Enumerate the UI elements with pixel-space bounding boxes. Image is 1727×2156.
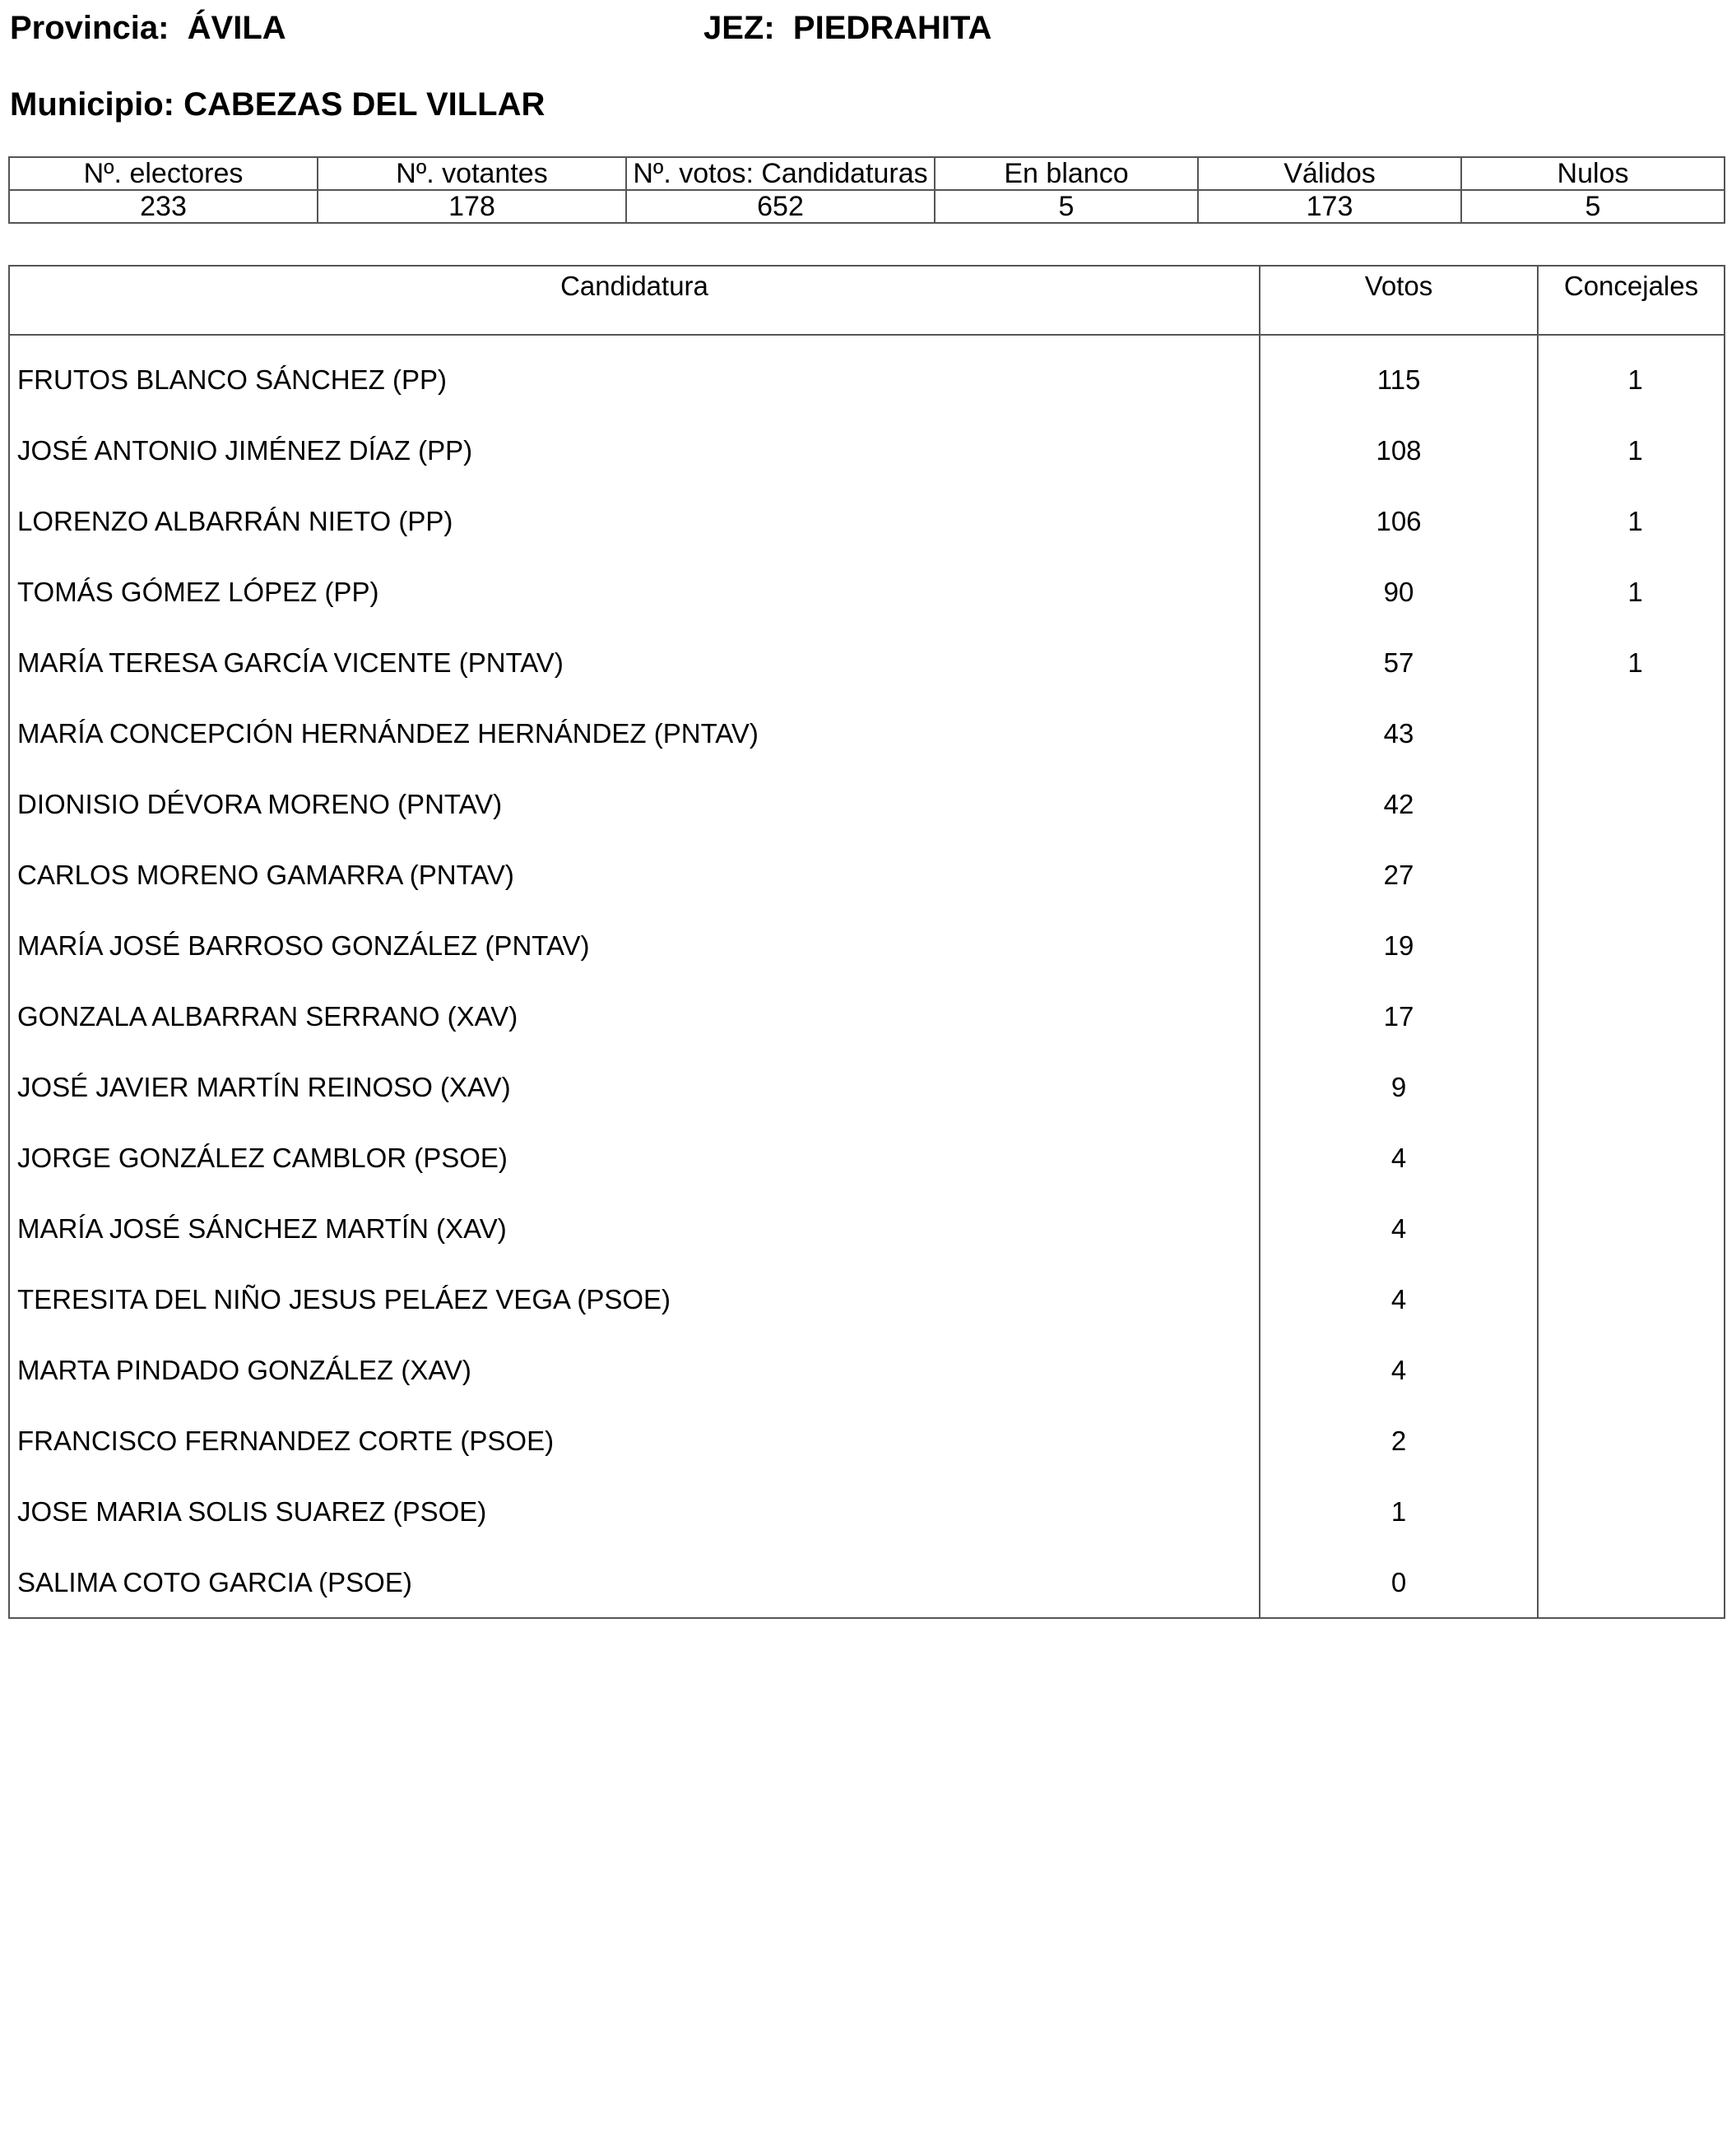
candidate-row [9, 1051, 1725, 1122]
jez-label: JEZ: [703, 10, 775, 46]
municipio-heading [10, 88, 545, 121]
summary-header-nulos: Nulos [1461, 157, 1725, 190]
candidate-votes: 17 [1260, 981, 1538, 1051]
summary-header-en-blanco: En blanco [935, 157, 1198, 190]
results-header-row [9, 266, 1725, 335]
summary-value-row [9, 190, 1725, 223]
candidate-concejales: 1 [1538, 556, 1725, 627]
candidate-concejales: 1 [1538, 627, 1725, 698]
candidate-row [9, 1263, 1725, 1334]
candidate-votes: 9 [1260, 1051, 1538, 1122]
summary-header-votantes: Nº. votantes [318, 157, 626, 190]
candidate-row [9, 910, 1725, 981]
candidate-name: MARÍA JOSÉ SÁNCHEZ MARTÍN (XAV) [9, 1193, 1260, 1263]
candidate-votes: 2 [1260, 1405, 1538, 1476]
candidate-name: SALIMA COTO GARCIA (PSOE) [9, 1546, 1260, 1618]
candidate-row [9, 839, 1725, 910]
candidate-row [9, 335, 1725, 415]
summary-table [8, 156, 1725, 224]
provincia-label: Provincia: [10, 10, 169, 46]
candidate-votes: 90 [1260, 556, 1538, 627]
candidate-votes: 43 [1260, 698, 1538, 768]
municipio-label: Municipio: [10, 86, 174, 123]
summary-value-en-blanco: 5 [935, 190, 1198, 223]
candidate-votes: 4 [1260, 1334, 1538, 1405]
candidate-concejales [1538, 910, 1725, 981]
summary-header-votos-candidaturas: Nº. votos: Candidaturas [626, 157, 935, 190]
candidate-concejales [1538, 1193, 1725, 1263]
candidate-votes: 108 [1260, 415, 1538, 485]
candidate-name: JOSÉ JAVIER MARTÍN REINOSO (XAV) [9, 1051, 1260, 1122]
candidate-name: FRUTOS BLANCO SÁNCHEZ (PP) [9, 335, 1260, 415]
candidate-concejales [1538, 1405, 1725, 1476]
candidate-name: GONZALA ALBARRAN SERRANO (XAV) [9, 981, 1260, 1051]
candidate-row [9, 556, 1725, 627]
candidate-row [9, 415, 1725, 485]
candidate-concejales [1538, 1476, 1725, 1546]
candidate-row [9, 1193, 1725, 1263]
jez-heading [703, 12, 991, 44]
candidate-votes: 115 [1260, 335, 1538, 415]
candidate-name: MARÍA TERESA GARCÍA VICENTE (PNTAV) [9, 627, 1260, 698]
summary-value-nulos: 5 [1461, 190, 1725, 223]
candidate-concejales [1538, 698, 1725, 768]
candidate-concejales [1538, 981, 1725, 1051]
provincia-heading [10, 12, 286, 44]
candidate-name: TERESITA DEL NIÑO JESUS PELÁEZ VEGA (PSOE) [9, 1263, 1260, 1334]
candidate-row [9, 1476, 1725, 1546]
candidate-votes: 4 [1260, 1263, 1538, 1334]
candidate-name: JORGE GONZÁLEZ CAMBLOR (PSOE) [9, 1122, 1260, 1193]
candidate-name: MARTA PINDADO GONZÁLEZ (XAV) [9, 1334, 1260, 1405]
summary-value-electores: 233 [9, 190, 318, 223]
candidate-name: FRANCISCO FERNANDEZ CORTE (PSOE) [9, 1405, 1260, 1476]
candidate-votes: 1 [1260, 1476, 1538, 1546]
results-body [9, 335, 1725, 1618]
candidate-votes: 4 [1260, 1193, 1538, 1263]
candidate-votes: 42 [1260, 768, 1538, 839]
votos-header: Votos [1260, 266, 1538, 335]
candidate-concejales [1538, 1122, 1725, 1193]
candidate-votes: 57 [1260, 627, 1538, 698]
candidate-name: JOSÉ ANTONIO JIMÉNEZ DÍAZ (PP) [9, 415, 1260, 485]
candidate-row [9, 768, 1725, 839]
candidate-name: TOMÁS GÓMEZ LÓPEZ (PP) [9, 556, 1260, 627]
candidate-row [9, 1334, 1725, 1405]
candidate-votes: 27 [1260, 839, 1538, 910]
provincia-value: ÁVILA [187, 10, 286, 46]
candidate-row [9, 1405, 1725, 1476]
candidate-concejales [1538, 1051, 1725, 1122]
candidate-name: LORENZO ALBARRÁN NIETO (PP) [9, 485, 1260, 556]
candidate-row [9, 627, 1725, 698]
candidate-name: MARÍA JOSÉ BARROSO GONZÁLEZ (PNTAV) [9, 910, 1260, 981]
candidate-name: DIONISIO DÉVORA MORENO (PNTAV) [9, 768, 1260, 839]
municipio-value: CABEZAS DEL VILLAR [183, 86, 545, 123]
candidate-concejales [1538, 839, 1725, 910]
summary-header-electores: Nº. electores [9, 157, 318, 190]
candidatura-header: Candidatura [9, 266, 1260, 335]
candidate-concejales [1538, 768, 1725, 839]
candidate-votes: 0 [1260, 1546, 1538, 1618]
candidate-row [9, 485, 1725, 556]
candidate-votes: 4 [1260, 1122, 1538, 1193]
candidate-votes: 106 [1260, 485, 1538, 556]
candidate-name: JOSE MARIA SOLIS SUAREZ (PSOE) [9, 1476, 1260, 1546]
candidate-votes: 19 [1260, 910, 1538, 981]
candidate-row [9, 1546, 1725, 1618]
summary-value-votantes: 178 [318, 190, 626, 223]
summary-value-votos-candidaturas: 652 [626, 190, 935, 223]
candidate-concejales: 1 [1538, 415, 1725, 485]
candidate-row [9, 698, 1725, 768]
summary-value-validos: 173 [1198, 190, 1461, 223]
candidate-concejales [1538, 1263, 1725, 1334]
candidate-concejales [1538, 1334, 1725, 1405]
candidate-row [9, 1122, 1725, 1193]
candidate-concejales: 1 [1538, 335, 1725, 415]
concejales-header: Concejales [1538, 266, 1725, 335]
summary-header-validos: Válidos [1198, 157, 1461, 190]
candidate-name: CARLOS MORENO GAMARRA (PNTAV) [9, 839, 1260, 910]
candidate-concejales [1538, 1546, 1725, 1618]
results-table [8, 265, 1725, 1619]
summary-header-row [9, 157, 1725, 190]
candidate-name: MARÍA CONCEPCIÓN HERNÁNDEZ HERNÁNDEZ (PNTAV) [9, 698, 1260, 768]
candidate-row [9, 981, 1725, 1051]
candidate-concejales: 1 [1538, 485, 1725, 556]
jez-value: PIEDRAHITA [792, 10, 992, 46]
